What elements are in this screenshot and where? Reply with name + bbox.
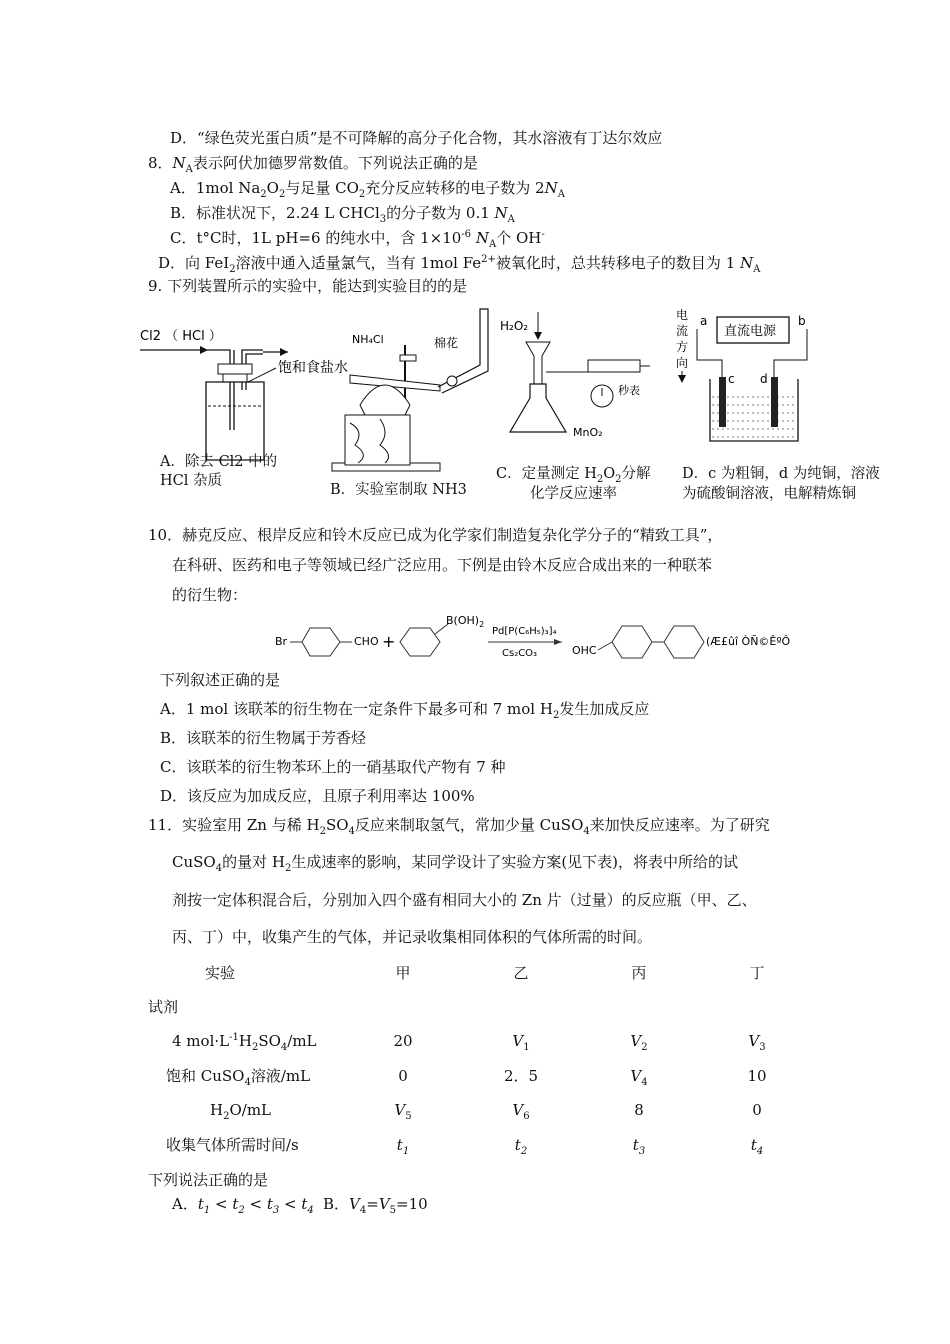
q10-stem-3: 的衍生物： (172, 586, 248, 604)
q11-stem-2: CuSO$_4$的量对 $H_2$生成速率的影响，某同学设计了实验方案(见下表)，将表中所给的试 (172, 853, 739, 874)
q10-option-a: A．1 mol 该联苯的衍生物在一定条件下最多可和 7 mol $H_2$发生加成反应 (160, 700, 650, 721)
fig-b-reagent-label: NH₄Cl (352, 333, 384, 346)
fig-d-caption-1: D．c 为粗铜，d 为纯铜，溶液 (682, 466, 880, 482)
q10-prompt: 下列叙述正确的是 (160, 671, 281, 689)
q7-option-d: D．“绿色荧光蛋白质”是不可降解的高分子化合物，其水溶液有丁达尔效应 (170, 129, 663, 147)
th-jia: 甲 (395, 964, 411, 982)
q8-option-b: B．标准状况下，2.24 L CHCl$_3$的分子数为 0.1 $N_A$ (170, 204, 515, 225)
reagent-label: 试剂 (148, 998, 179, 1016)
row3-yi: $V_6$ (512, 1101, 530, 1122)
fig-c-caption-2: 化学反应速率 (530, 486, 617, 502)
q11-stem-4: 丙、丁）中，收集产生的气体，并记录收集相同体积的气体所需的时间。 (172, 928, 653, 946)
fig-c-h2o2-apparatus (498, 310, 658, 445)
q10-stem-2: 在科研、医药和电子等领域已经广泛应用。下例是由铃木反应合成出来的一种联苯 (172, 556, 713, 574)
q10-stem-1: 10．赫克反应、根岸反应和铃木反应已成为化学家们制造复杂化学分子的“精致工具”， (148, 526, 723, 544)
row1-jia: 20 (393, 1032, 413, 1050)
row3-label: $H_2O/mL$ (210, 1101, 272, 1122)
q11-option-a: A．$t_1 < t_2 < t_3 < t_4$ (172, 1195, 314, 1216)
q11-prompt: 下列说法正确的是 (148, 1171, 269, 1189)
suzuki-reaction-scheme (270, 612, 810, 672)
fig-b-cotton-label: 棉花 (434, 336, 459, 350)
row4-jia: $t_1$ (396, 1136, 410, 1157)
rxn-boh: $B(OH)_2$ (446, 614, 485, 629)
fig-d-a-label: a (700, 314, 708, 328)
row3-jia: $V_5$ (394, 1101, 412, 1122)
q8-option-c: C．t°C时，1L pH=6 的纯水中，含 $1\times 10^{-6}$ $N_A$个 OH- (170, 229, 545, 250)
q10-option-b: B．该联苯的衍生物属于芳香烃 (160, 729, 367, 747)
fig-c-h2o2-label: H₂O₂ (500, 319, 529, 333)
fig-d-d-label: d (760, 372, 768, 386)
row4-label: 收集气体所需时间/s (166, 1136, 299, 1154)
row2-jia: 0 (398, 1067, 408, 1085)
row1-label: 4 $mol\cdot L^{-1}H_2SO_4/mL$ (172, 1032, 317, 1053)
fig-a-wash-bottle (138, 320, 348, 455)
row3-bing: 8 (634, 1101, 644, 1119)
q11-stem-3: 剂按一定体积混合后，分别加入四个盛有相同大小的 Zn 片（过量）的反应瓶（甲、乙、 (172, 891, 757, 909)
row2-label: 饱和 CuSO$_4$溶液/mL (166, 1067, 311, 1088)
th-ding: 丁 (749, 964, 765, 982)
q11-option-b: B．$V_4=V_5=10$ (323, 1195, 428, 1216)
fig-c-mno2-label: MnO₂ (573, 426, 603, 439)
row2-bing: $V_4$ (630, 1067, 648, 1088)
q11-stem-1: 11．实验室用 Zn 与稀 $H_2SO_4$反应来制取氢气，常加少量 CuSO$_4$来加快反应速率。为了研究 (148, 816, 770, 837)
fig-c-caption-1: C．定量测定 $H_2O_2$分解 (496, 466, 651, 485)
rxn-cho: CHO (354, 635, 379, 648)
row4-bing: $t_3$ (632, 1136, 646, 1157)
fig-b-caption: B．实验室制取 NH3 (330, 482, 467, 498)
fig-d-caption-2: 为硫酸铜溶液，电解精炼铜 (682, 486, 856, 502)
q8-option-d: D．向 FeI$_2$溶液中通入适量氯气，当有 1mol $Fe^{2+}$被氧化时，总共转移电子的数目为 1 $N_A$ (158, 254, 761, 275)
th-bing: 丙 (631, 964, 647, 982)
fig-d-power-label: 直流电源 (724, 324, 777, 339)
rxn-garbled-label: (Æ£ûî ÒÑ©ÊºÔ (706, 635, 791, 648)
fig-d-flow-4: 向 (676, 356, 689, 370)
fig-c-timer-label: 秒表 (618, 384, 640, 397)
fig-d-electrolysis (672, 305, 822, 445)
rxn-catalyst: Pd[P(C₆H₅)₃]₄ (492, 626, 557, 637)
row2-yi: 2．5 (503, 1067, 539, 1085)
row1-bing: $V_2$ (630, 1032, 648, 1053)
fig-a-gas-label: Cl2 （ HCl ） (140, 329, 222, 344)
q9-stem: 9. 下列装置所示的实验中，能达到实验目的的是 (148, 277, 468, 295)
row1-yi: $V_1$ (512, 1032, 530, 1053)
rxn-base: Cs₂CO₃ (502, 648, 538, 659)
th-experiment: 实验 (204, 964, 235, 982)
fig-a-caption-2: HCl 杂质 (160, 473, 222, 489)
row3-ding: 0 (752, 1101, 762, 1119)
fig-a-solution-label: 饱和食盐水 (278, 360, 348, 376)
fig-d-flow-3: 方 (676, 340, 689, 354)
fig-d-flow-2: 流 (676, 324, 689, 338)
fig-b-nh3-apparatus (330, 305, 500, 475)
q8-stem: 8．$N_A$表示阿伏加德罗常数值。下列说法正确的是 (148, 154, 478, 175)
row4-ding: $t_4$ (750, 1136, 764, 1157)
th-yi: 乙 (513, 964, 529, 982)
q10-option-d: D．该反应为加成反应，且原子利用率达 100% (160, 787, 475, 805)
fig-d-c-label: c (728, 372, 735, 386)
fig-d-b-label: b (798, 314, 806, 328)
rxn-ohc: OHC (572, 644, 597, 657)
rxn-br: Br (275, 635, 288, 648)
row4-yi: $t_2$ (514, 1136, 528, 1157)
q10-option-c: C．该联苯的衍生物苯环上的一硝基取代产物有 7 种 (160, 758, 506, 776)
row2-ding: 10 (747, 1067, 767, 1085)
row1-ding: $V_3$ (748, 1032, 766, 1053)
rxn-plus: + (382, 632, 396, 651)
fig-a-caption-1: A．除去 Cl2 中的 (160, 454, 278, 470)
q8-option-a: A．1mol $Na_2O_2$与足量 $CO_2$充分反应转移的电子数为 $2N_A$ (170, 179, 565, 200)
fig-d-flow-1: 电 (676, 308, 689, 322)
